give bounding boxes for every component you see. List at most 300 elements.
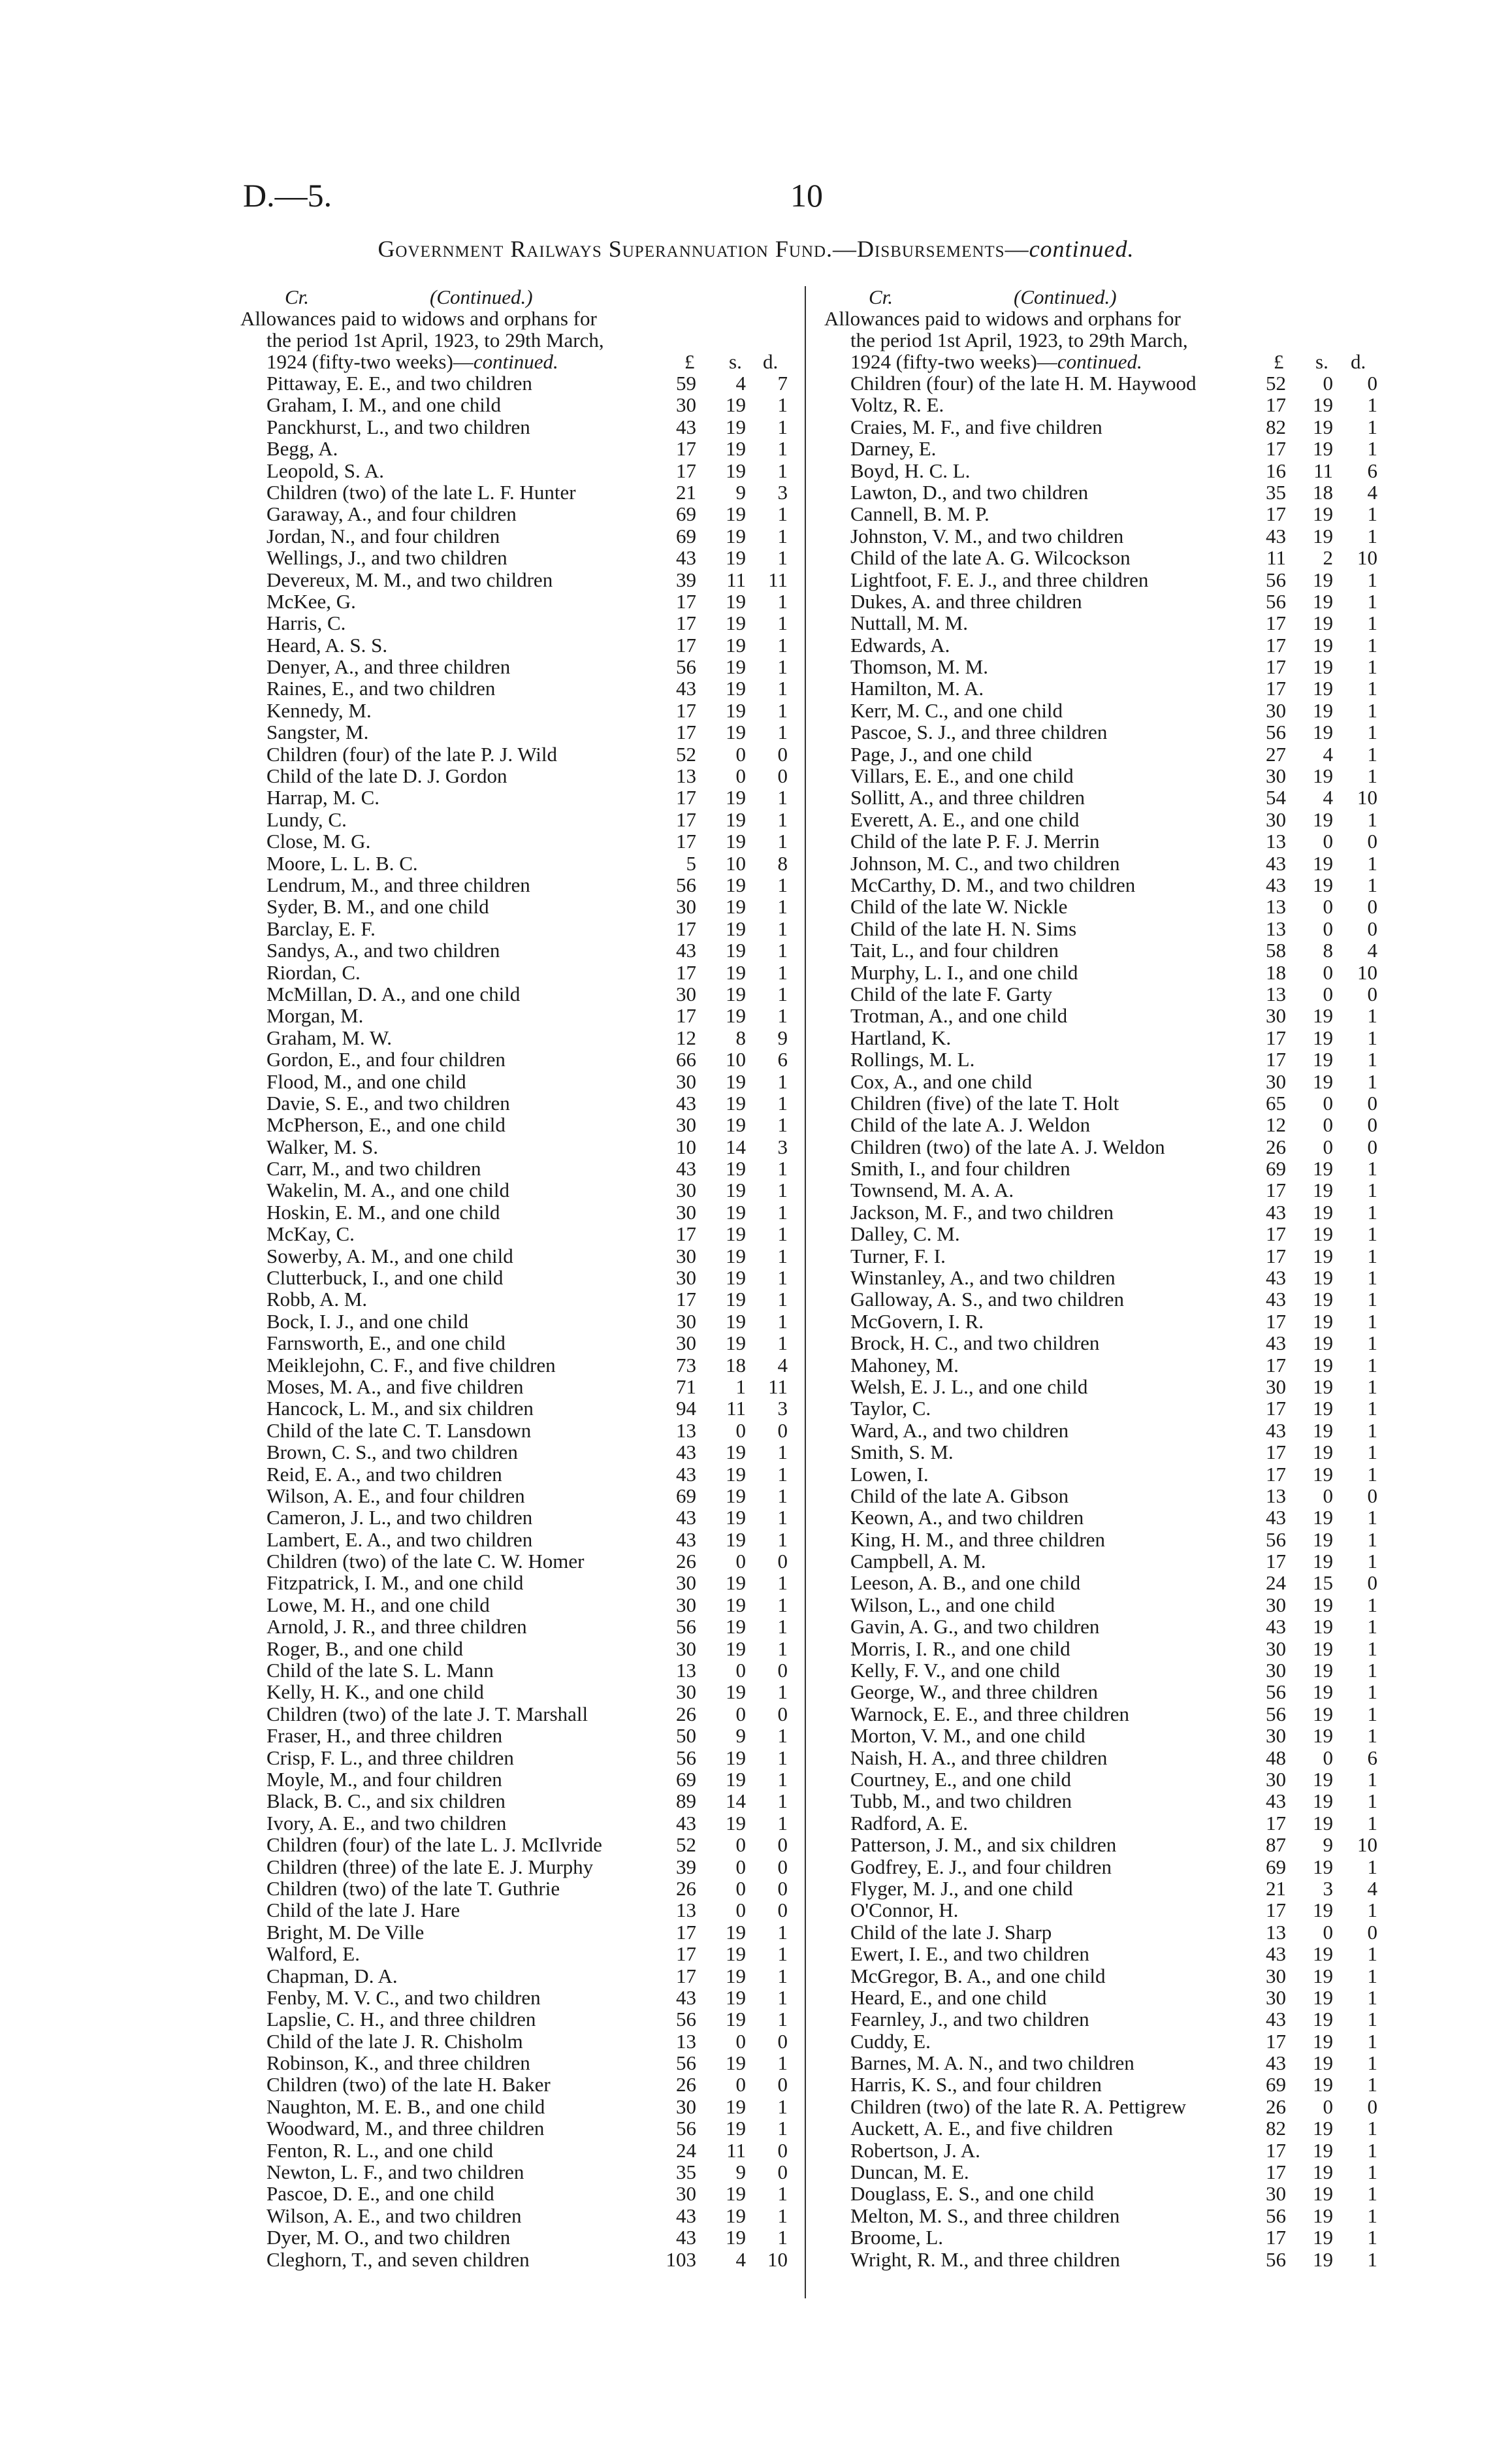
pounds-value: 30 [676, 393, 696, 417]
entry-name: Children (two) of the late R. A. Pettigrew [850, 2095, 1186, 2118]
shillings-value: 19 [726, 1157, 746, 1181]
table-row [824, 1507, 1383, 1528]
pence-value: 1 [1367, 1441, 1377, 1464]
table-row [240, 460, 788, 481]
pence-value: 1 [1367, 1550, 1377, 1573]
pence-value: 1 [1367, 698, 1377, 722]
table-row [824, 1725, 1383, 1746]
pounds-value: 43 [1266, 1942, 1286, 1966]
table-row [824, 743, 1383, 765]
pence-value: 1 [1367, 1375, 1377, 1398]
entry-name: Barnes, M. A. N., and two children [850, 2051, 1134, 2075]
shillings-value: 11 [726, 568, 746, 591]
entry-name: Children (four) of the late L. J. McIlvride [266, 1833, 602, 1857]
pence-value: 1 [1367, 1026, 1377, 1049]
table-row [824, 634, 1383, 656]
pounds-value: 13 [676, 2029, 696, 2053]
pounds-value: 69 [1266, 2073, 1286, 2096]
pence-value: 1 [1367, 2138, 1377, 2162]
entry-name: Robb, A. M. [266, 1288, 368, 1311]
shillings-value: 19 [726, 502, 746, 526]
table-row [824, 2249, 1383, 2270]
table-row [824, 1201, 1383, 1223]
pounds-value: 43 [676, 2226, 696, 2249]
entry-name: Murphy, L. I., and one child [850, 960, 1078, 984]
pounds-value: 17 [1266, 1811, 1286, 1834]
title-main: Government Railways Superannuation Fund.—Disbursements— [378, 236, 1029, 262]
continued-label: (Continued.) [430, 285, 533, 308]
pounds-value: 56 [676, 2008, 696, 2031]
shillings-value: 0 [735, 764, 746, 788]
table-row [824, 1529, 1383, 1550]
pence-value: 10 [1357, 1833, 1377, 1857]
shillings-value: 19 [726, 2117, 746, 2140]
table-row [240, 656, 788, 677]
table-row [824, 591, 1383, 612]
pounds-value: 13 [1266, 830, 1286, 853]
entry-name: Morris, I. R., and one child [850, 1637, 1070, 1660]
entry-name: Moyle, M., and four children [266, 1768, 502, 1791]
pence-value: 1 [1367, 1462, 1377, 1486]
table-row [240, 525, 788, 547]
shillings-value: 19 [1313, 393, 1333, 417]
table-row [240, 416, 788, 438]
heading-line-3 [850, 351, 1142, 372]
shillings-value: 19 [726, 2008, 746, 2031]
table-row [824, 853, 1383, 874]
shillings-value: 19 [1313, 1593, 1333, 1616]
pence-value: 1 [777, 459, 788, 482]
entry-name: Graham, I. M., and one child [266, 393, 501, 417]
shillings-value: 19 [726, 1768, 746, 1791]
pence-value: 1 [1367, 2073, 1377, 2096]
shillings-value: 19 [726, 633, 746, 657]
shillings-value: 19 [726, 2226, 746, 2249]
pence-value: 1 [777, 1331, 788, 1355]
entry-name: Barclay, E. F. [266, 917, 376, 940]
pence-value: 1 [1367, 1899, 1377, 1922]
heading-continued: continued. [473, 350, 558, 373]
shillings-value: 18 [726, 1353, 746, 1377]
pounds-value: 17 [1266, 1397, 1286, 1420]
shillings-value: 19 [1313, 1309, 1333, 1333]
shillings-value: 8 [1323, 939, 1333, 962]
shillings-value: 19 [1313, 2008, 1333, 2031]
shillings-value: 19 [1313, 1985, 1333, 2009]
pence-value: 1 [1367, 2182, 1377, 2206]
entry-name: Lowe, M. H., and one child [266, 1593, 490, 1616]
entry-name: Robertson, J. A. [850, 2138, 980, 2162]
pence-value: 1 [777, 807, 788, 831]
entry-name: Ewert, I. E., and two children [850, 1942, 1089, 1966]
table-row [240, 1027, 788, 1049]
shillings-value: 19 [1313, 1375, 1333, 1398]
entry-name: McGovern, I. R. [850, 1309, 984, 1333]
table-row [824, 830, 1383, 852]
pence-value: 1 [777, 393, 788, 417]
pounds-value: 43 [676, 415, 696, 438]
pence-value: 1 [1367, 2051, 1377, 2075]
shillings-value: 19 [1313, 1550, 1333, 1573]
entry-name: Brown, C. S., and two children [266, 1441, 518, 1464]
entry-name: Lightfoot, F. E. J., and three children [850, 568, 1149, 591]
pence-value: 0 [1367, 830, 1377, 853]
shillings-value: 19 [1313, 1179, 1333, 1202]
pounds-value: 43 [676, 546, 696, 570]
pounds-value: 56 [676, 1615, 696, 1639]
table-row [240, 1529, 788, 1550]
entry-name: Lendrum, M., and three children [266, 873, 530, 896]
shillings-value: 19 [1313, 1004, 1333, 1028]
pence-value: 1 [1367, 502, 1377, 526]
pence-value: 0 [777, 1659, 788, 1682]
shillings-value: 19 [1313, 873, 1333, 896]
entry-name: Duncan, M. E. [850, 2161, 969, 2184]
entry-name: Keown, A., and two children [850, 1506, 1084, 1529]
pence-value: 1 [1367, 873, 1377, 896]
pounds-value: 17 [676, 437, 696, 461]
left-column [240, 286, 788, 2270]
table-row [824, 2161, 1383, 2183]
shillings-value: 0 [1323, 982, 1333, 1005]
pence-value: 0 [777, 1899, 788, 1922]
left-column-heading [240, 286, 788, 372]
pounds-value: 17 [1266, 1462, 1286, 1486]
entry-name: Harrap, M. C. [266, 786, 380, 809]
entry-name: Leeson, A. B., and one child [850, 1571, 1081, 1595]
pence-value: 10 [1357, 960, 1377, 984]
entry-name: Ward, A., and two children [850, 1418, 1069, 1442]
pounds-value: 43 [1266, 851, 1286, 875]
pence-value: 1 [1367, 2161, 1377, 2184]
table-row [240, 394, 788, 416]
pence-value: 1 [1367, 1222, 1377, 1246]
table-row [824, 1071, 1383, 1092]
shillings-value: 19 [726, 1441, 746, 1464]
pounds-value: 13 [1266, 982, 1286, 1005]
table-row [824, 1987, 1383, 2008]
shillings-value: 19 [1313, 502, 1333, 526]
entry-name: Child of the late P. F. J. Merrin [850, 830, 1100, 853]
table-row [240, 809, 788, 830]
pounds-value: 17 [1266, 2138, 1286, 2162]
shillings-value: 19 [726, 1331, 746, 1355]
pounds-value: 48 [1266, 1746, 1286, 1769]
shillings-value: 19 [726, 546, 746, 570]
table-row [240, 700, 788, 721]
shillings-value: 0 [735, 1833, 746, 1857]
shillings-value: 19 [1313, 2204, 1333, 2227]
entry-name: Sangster, M. [266, 721, 369, 744]
pence-value: 0 [777, 1702, 788, 1725]
pounds-value: 43 [1266, 1331, 1286, 1355]
pence-value: 1 [777, 1637, 788, 1660]
entry-name: Welsh, E. J. L., and one child [850, 1375, 1088, 1398]
shillings-value: 19 [726, 1746, 746, 1769]
entry-name: Davie, S. E., and two children [266, 1091, 510, 1115]
table-row [824, 1420, 1383, 1441]
shillings-value: 19 [1313, 2029, 1333, 2053]
entry-name: Close, M. G. [266, 830, 371, 853]
entry-name: Wellings, J., and two children [266, 546, 507, 570]
entry-name: Roger, B., and one child [266, 1637, 463, 1660]
shillings-value: 15 [1313, 1571, 1333, 1595]
entry-name: McCarthy, D. M., and two children [850, 873, 1136, 896]
pounds-value: 30 [1266, 1768, 1286, 1791]
right-entries [824, 372, 1383, 2270]
table-row [240, 372, 788, 394]
entry-name: Fitzpatrick, I. M., and one child [266, 1571, 524, 1595]
entry-name: Child of the late A. Gibson [850, 1484, 1069, 1507]
entry-name: McGregor, B. A., and one child [850, 1964, 1106, 1987]
pounds-value: 17 [1266, 633, 1286, 657]
shillings-value: 14 [726, 1789, 746, 1813]
entry-name: Tubb, M., and two children [850, 1789, 1072, 1813]
pence-value: 1 [777, 415, 788, 438]
shillings-value: 19 [1313, 1899, 1333, 1922]
table-row [824, 1790, 1383, 1812]
shillings-value: 19 [1313, 2051, 1333, 2075]
left-entries [240, 372, 788, 2270]
entry-name: Everett, A. E., and one child [850, 807, 1080, 831]
pounds-value: 56 [1266, 589, 1286, 613]
shillings-header: s. [1315, 350, 1328, 373]
shillings-value: 19 [1313, 437, 1333, 461]
pounds-value: 39 [676, 1855, 696, 1878]
pence-value: 0 [777, 742, 788, 766]
pounds-value: 39 [676, 568, 696, 591]
table-row [824, 1921, 1383, 1943]
pence-value: 1 [1367, 1179, 1377, 1202]
pounds-value: 13 [1266, 1920, 1286, 1944]
pence-value: 1 [1367, 1724, 1377, 1748]
pence-value: 1 [1367, 437, 1377, 461]
credit-label: Cr. [869, 285, 893, 308]
pounds-value: 17 [676, 459, 696, 482]
pounds-value: 21 [1266, 1876, 1286, 1900]
entry-name: Cannell, B. M. P. [850, 502, 989, 526]
table-row [240, 569, 788, 591]
entry-name: Children (two) of the late L. F. Hunter [266, 480, 576, 504]
pence-value: 0 [1367, 2095, 1377, 2118]
shillings-value: 19 [726, 721, 746, 744]
pence-value: 1 [1367, 393, 1377, 417]
table-row [824, 1550, 1383, 1572]
pence-value: 1 [1367, 1789, 1377, 1813]
pence-value: 1 [777, 1462, 788, 1486]
pounds-value: 94 [676, 1397, 696, 1420]
pence-value: 0 [1367, 1135, 1377, 1158]
table-row [240, 1420, 788, 1441]
pounds-value: 43 [1266, 2008, 1286, 2031]
pounds-value: 56 [676, 655, 696, 679]
entry-name: Rollings, M. L. [850, 1048, 975, 1071]
table-row [240, 787, 788, 808]
right-column [824, 286, 1383, 2270]
table-row [240, 2161, 788, 2183]
table-row [240, 1463, 788, 1485]
table-row [824, 1638, 1383, 1659]
table-row [824, 2096, 1383, 2117]
pence-value: 0 [1367, 917, 1377, 940]
entry-name: Fraser, H., and three children [266, 1724, 503, 1748]
entry-name: Raines, E., and two children [266, 677, 496, 700]
shillings-value: 19 [726, 1113, 746, 1137]
table-row [824, 438, 1383, 459]
pence-value: 1 [777, 1266, 788, 1290]
table-row [824, 2008, 1383, 2030]
pence-value: 1 [777, 721, 788, 744]
shillings-value: 19 [1313, 1768, 1333, 1791]
entry-name: Kerr, M. C., and one child [850, 698, 1063, 722]
shillings-value: 0 [735, 1702, 746, 1725]
shillings-value: 0 [1323, 960, 1333, 984]
pence-value: 1 [777, 2204, 788, 2227]
entry-name: Woodward, M., and three children [266, 2117, 545, 2140]
shillings-value: 19 [1313, 721, 1333, 744]
pence-value: 1 [777, 633, 788, 657]
shillings-header: s. [729, 350, 742, 373]
pence-value: 0 [1367, 372, 1377, 395]
pounds-value: 69 [1266, 1157, 1286, 1181]
entry-name: Children (four) of the late H. M. Haywood [850, 372, 1197, 395]
shillings-value: 19 [726, 1484, 746, 1507]
entry-name: Cuddy, E. [850, 2029, 931, 2053]
table-row [824, 787, 1383, 808]
table-row [240, 1397, 788, 1419]
pounds-value: 43 [676, 2204, 696, 2227]
shillings-value: 19 [1313, 1222, 1333, 1246]
pence-value: 3 [777, 480, 788, 504]
shillings-value: 19 [1313, 2226, 1333, 2249]
entry-name: Sandys, A., and two children [266, 939, 500, 962]
pence-value: 1 [1367, 2247, 1377, 2271]
table-row [824, 481, 1383, 503]
entry-name: Hancock, L. M., and six children [266, 1397, 534, 1420]
pence-value: 0 [777, 2073, 788, 2096]
pence-value: 1 [777, 917, 788, 940]
pounds-value: 30 [676, 2095, 696, 2118]
table-row [240, 1790, 788, 1812]
pounds-value: 17 [676, 721, 696, 744]
pence-value: 1 [777, 2226, 788, 2249]
entry-name: Voltz, R. E. [850, 393, 944, 417]
pence-value: 1 [1367, 1593, 1377, 1616]
table-row [824, 939, 1383, 961]
pence-header: d. [763, 350, 779, 373]
shillings-value: 0 [735, 1876, 746, 1900]
entry-name: Turner, F. I. [850, 1244, 946, 1267]
entry-name: Cleghorn, T., and seven children [266, 2247, 530, 2271]
pounds-value: 56 [1266, 1680, 1286, 1704]
pounds-value: 54 [1266, 786, 1286, 809]
pounds-value: 56 [676, 2051, 696, 2075]
table-row [240, 939, 788, 961]
entry-name: Sowerby, A. M., and one child [266, 1244, 513, 1267]
pounds-value: 43 [676, 1811, 696, 1834]
pounds-value: 17 [676, 1920, 696, 1944]
pence-value: 0 [777, 1876, 788, 1900]
shillings-value: 9 [735, 480, 746, 504]
pounds-value: 17 [1266, 1441, 1286, 1464]
table-row [240, 1507, 788, 1528]
table-row [240, 1092, 788, 1114]
pounds-value: 30 [1266, 1724, 1286, 1748]
table-row [824, 1245, 1383, 1267]
shillings-value: 0 [735, 1550, 746, 1573]
table-row [240, 1856, 788, 1878]
pounds-value: 43 [1266, 1288, 1286, 1311]
pence-value: 1 [777, 1004, 788, 1028]
pounds-value: 35 [676, 2161, 696, 2184]
entry-name: Lundy, C. [266, 807, 347, 831]
pence-value: 1 [777, 939, 788, 962]
shillings-value: 19 [726, 895, 746, 919]
table-row [240, 874, 788, 896]
pence-value: 1 [1367, 1331, 1377, 1355]
shillings-value: 19 [726, 415, 746, 438]
shillings-value: 19 [1313, 1527, 1333, 1551]
entry-name: Patterson, J. M., and six children [850, 1833, 1117, 1857]
pence-value: 1 [777, 1571, 788, 1595]
pence-value: 1 [1367, 1615, 1377, 1639]
table-row [240, 1158, 788, 1179]
entry-name: Godfrey, E. J., and four children [850, 1855, 1112, 1878]
pence-value: 1 [1367, 415, 1377, 438]
right-column-heading [824, 286, 1383, 372]
shillings-value: 19 [1313, 1397, 1333, 1420]
pounds-value: 17 [1266, 1026, 1286, 1049]
pounds-value: 21 [676, 480, 696, 504]
pence-value: 1 [1367, 1048, 1377, 1071]
entry-name: Townsend, M. A. A. [850, 1179, 1014, 1202]
pounds-value: 17 [1266, 612, 1286, 635]
pounds-value: 17 [1266, 1899, 1286, 1922]
shillings-value: 0 [735, 742, 746, 766]
pounds-value: 17 [676, 830, 696, 853]
heading-line-2: the period 1st April, 1923, to 29th March, [850, 329, 1188, 351]
entry-name: Lowen, I. [850, 1462, 929, 1486]
pounds-value: 30 [676, 1309, 696, 1333]
entry-name: Dukes, A. and three children [850, 589, 1082, 613]
table-row [824, 1288, 1383, 1310]
shillings-value: 19 [726, 1571, 746, 1595]
entry-name: Walford, E. [266, 1942, 360, 1966]
table-row [240, 677, 788, 699]
table-row [824, 1572, 1383, 1593]
table-row [240, 2183, 788, 2204]
entry-name: Walker, M. S. [266, 1135, 379, 1158]
shillings-value: 19 [726, 1462, 746, 1486]
entry-name: Cox, A., and one child [850, 1069, 1033, 1093]
pounds-value: 43 [1266, 1615, 1286, 1639]
pence-value: 1 [1367, 612, 1377, 635]
shillings-value: 3 [1323, 1876, 1333, 1900]
table-row [824, 721, 1383, 743]
pence-value: 11 [768, 568, 788, 591]
pence-value: 1 [1367, 1353, 1377, 1377]
pounds-value: 30 [1266, 1069, 1286, 1093]
shillings-value: 19 [726, 655, 746, 679]
pence-value: 0 [777, 2029, 788, 2053]
entry-name: Fenton, R. L., and one child [266, 2138, 493, 2162]
pence-value: 1 [777, 1724, 788, 1748]
entry-name: Dalley, C. M. [850, 1222, 960, 1246]
table-row [824, 1878, 1383, 1899]
pounds-value: 87 [1266, 1833, 1286, 1857]
shillings-value: 19 [1313, 1702, 1333, 1725]
entry-name: Moses, M. A., and five children [266, 1375, 524, 1398]
